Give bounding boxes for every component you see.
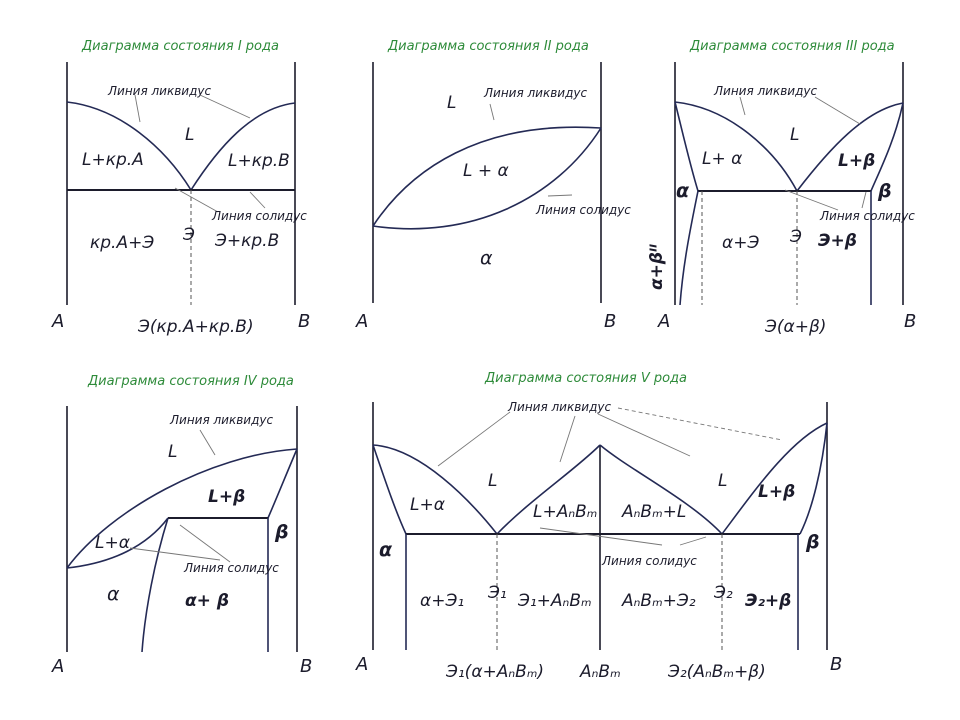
diagram-4-mid-lower-label: α+ β: [185, 591, 230, 611]
diagram-4-solvus-alpha: [142, 518, 168, 652]
diagram-5-eutectic-1-composition: Э₁(α+AₙBₘ): [446, 662, 545, 682]
diagram-3-solidus-alpha: [675, 102, 698, 191]
diagram-3-right-lower-label: Э+β: [818, 231, 857, 251]
diagram-5-liquidus-leader-1: [438, 412, 510, 466]
diagram-1-eutectic-label: Э: [183, 225, 195, 245]
diagram-2-liquid-label: L: [447, 93, 457, 113]
diagram-1-title: Диаграмма состояния I рода: [82, 39, 279, 54]
diagram-5-eutectic-2-composition: Э₂(AₙBₘ+β): [668, 662, 766, 682]
diagram-5-liquid-label-1: L: [488, 471, 498, 491]
diagram-5-lower-label-3: AₙBₘ+Э₂: [622, 591, 696, 611]
diagram-4-axis-b-label: B: [300, 656, 313, 677]
diagram-3-axis-a-label: A: [658, 311, 671, 332]
diagram-4-solidus-leader-b: [180, 525, 230, 562]
diagram-5-title: Диаграмма состояния V рода: [485, 371, 688, 386]
diagram-3-left-upper-label: L+ α: [702, 149, 743, 169]
diagram-4-liquidus-label: Линия ликвидус: [170, 413, 274, 427]
diagram-1-liquidus-right: [191, 103, 295, 190]
diagram-2-alpha-label: α: [480, 247, 493, 269]
diagram-5-beta-label: β: [806, 531, 820, 553]
diagram-4-liquidus-leader: [200, 430, 215, 455]
diagram-type-2: [355, 39, 631, 332]
diagram-1-solidus-label: Линия солидус: [212, 209, 307, 223]
diagram-5-solidus-alpha: [373, 445, 406, 534]
diagram-2-solidus-leader: [548, 195, 572, 196]
diagram-5-compound-label: AₙBₘ: [580, 662, 621, 682]
diagram-3-alpha-label: α: [676, 180, 690, 202]
diagram-3-liquidus-leader-b: [815, 97, 860, 124]
diagram-1-axis-a-label: A: [52, 311, 65, 332]
diagram-1-solidus-leader-b: [250, 192, 265, 208]
diagram-5-liquid-label-2: L: [718, 471, 728, 491]
diagram-2-title: Диаграмма состояния II рода: [388, 39, 589, 54]
diagram-1-left-lower-label: кр.А+Э: [90, 233, 155, 253]
diagram-5-solidus-leader-2: [680, 537, 706, 545]
diagram-1-left-upper-label: L+кр.А: [82, 150, 144, 170]
diagram-4-solidus-beta: [268, 449, 297, 518]
diagram-3-right-upper-label: L+β: [838, 151, 876, 171]
diagram-3-title: Диаграмма состояния III рода: [690, 39, 895, 54]
diagram-5-left-upper-label: L+α: [410, 495, 445, 515]
diagram-1-eutectic-composition: Э(кр.А+кр.В): [138, 317, 254, 337]
diagram-3-solidus-label: Линия солидус: [820, 209, 915, 223]
diagram-2-solidus-label: Линия солидус: [536, 203, 631, 217]
diagram-2-axis-a-label: A: [356, 311, 369, 332]
diagram-type-1: [51, 39, 310, 337]
diagram-2-two-phase-label: L + α: [463, 161, 509, 181]
diagram-2-liquidus-leader: [490, 104, 494, 120]
diagram-5-eutectic-2-label: Э₂: [714, 583, 733, 603]
diagram-4-liquid-label: L: [168, 442, 178, 462]
diagram-1-liquidus-label: Линия ликвидус: [108, 84, 212, 98]
diagram-4-left-upper-label: L+α: [95, 533, 130, 553]
diagram-5-lower-label-2: Э₁+AₙBₘ: [518, 591, 592, 611]
diagram-3-liquidus-leader-a: [740, 97, 745, 115]
diagram-5-eutectic-1-label: Э₁: [488, 583, 507, 603]
diagram-1-right-lower-label: Э+кр.В: [215, 231, 280, 251]
diagram-5-liquidus-leader-2: [560, 416, 575, 462]
diagram-3-vertical-phase-label: α+βᴵᴵ: [647, 243, 667, 290]
diagram-type-3: [647, 39, 916, 337]
diagram-3-liquid-label: L: [790, 125, 800, 145]
diagram-4-right-upper-label: L+β: [208, 487, 246, 507]
diagram-3-eutectic-label: Э: [790, 227, 802, 247]
diagram-5-solidus-leader-1: [540, 528, 662, 545]
diagram-5-lower-label-1: α+Э₁: [420, 591, 465, 611]
diagram-3-liquidus-label: Линия ликвидус: [714, 84, 818, 98]
diagram-5-lower-label-4: Э₂+β: [745, 591, 792, 611]
diagram-5-liquidus-1: [373, 445, 497, 534]
diagram-1-liquidus-leader-b: [200, 95, 250, 118]
diagram-3-left-lower-label: α+Э: [722, 233, 760, 253]
diagram-3-beta-label: β: [878, 180, 892, 202]
diagram-1-right-upper-label: L+кр.В: [228, 151, 290, 171]
diagram-1-liquidus-left: [67, 102, 191, 190]
diagram-5-solidus-label: Линия солидус: [602, 554, 697, 568]
diagram-4-solidus-label: Линия солидус: [184, 561, 279, 575]
diagram-3-eutectic-composition: Э(α+β): [765, 317, 827, 337]
diagram-5-axis-b-label: B: [830, 654, 843, 675]
diagram-type-5: [355, 371, 842, 682]
diagram-5-mid-upper-label-1: L+AₙBₘ: [533, 502, 598, 522]
diagram-3-solidus-beta: [871, 103, 903, 191]
diagram-4-alpha-label: α: [107, 583, 120, 605]
diagram-5-solidus-beta: [800, 423, 827, 534]
diagram-3-solvus-alpha: [680, 191, 698, 305]
diagram-5-liquidus-leader-3: [598, 414, 690, 456]
diagram-5-right-upper-label: L+β: [758, 482, 796, 502]
diagram-5-alpha-label: α: [379, 539, 393, 561]
diagram-5-axis-a-label: A: [356, 654, 369, 675]
diagram-5-liquidus-4: [722, 423, 827, 534]
diagram-5-liquidus-leader-4: [618, 408, 782, 440]
diagram-5-liquidus-label: Линия ликвидус: [508, 400, 612, 414]
diagram-3-solidus-leader-b: [862, 192, 866, 208]
diagram-2-axis-b-label: B: [604, 311, 617, 332]
diagram-2-liquidus-label: Линия ликвидус: [484, 86, 588, 100]
diagram-3-liquidus-left: [675, 102, 800, 191]
diagram-3-solidus-leader-a: [785, 190, 838, 210]
diagram-4-axis-a-label: A: [52, 656, 65, 677]
diagram-3-liquidus-right: [797, 103, 903, 191]
diagram-4-beta-label: β: [275, 521, 289, 543]
diagram-5-mid-upper-label-2: AₙBₘ+L: [622, 502, 687, 522]
diagram-4-solidus-leader-a: [130, 548, 220, 560]
diagram-1-liquid-label: L: [185, 125, 195, 145]
diagram-1-axis-b-label: B: [298, 311, 311, 332]
diagram-1-liquidus-leader-a: [135, 95, 140, 122]
diagram-4-title: Диаграмма состояния IV рода: [88, 374, 294, 389]
diagram-3-axis-b-label: B: [904, 311, 917, 332]
diagram-type-4: [51, 374, 312, 677]
